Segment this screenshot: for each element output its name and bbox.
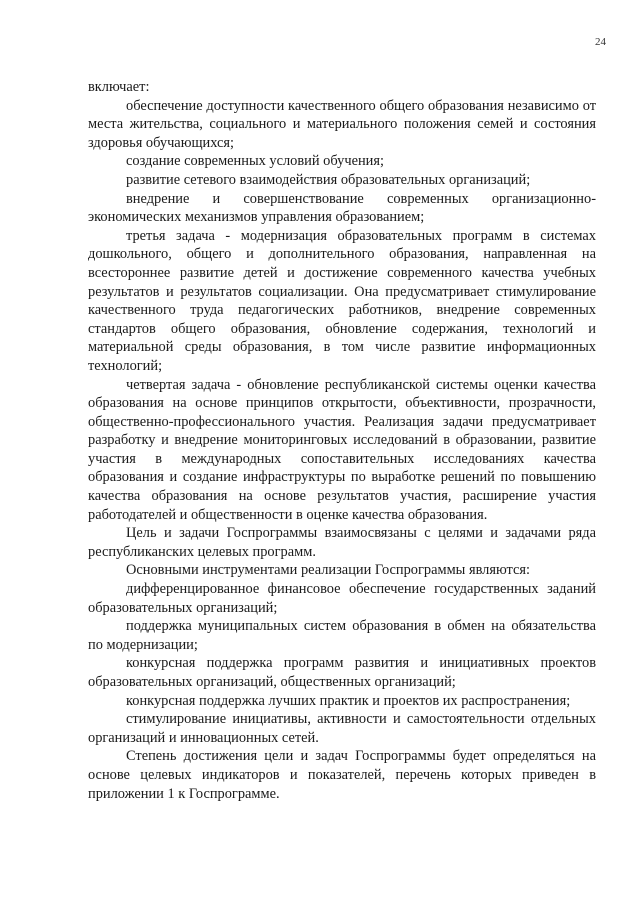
paragraph-list-item: развитие сетевого взаимодействия образовательных организаций; xyxy=(126,171,531,188)
paragraph-goals-linkage: Цель и задачи Госпрограммы взаимосвязаны с целями и задачами ряда республиканских целевых программ. xyxy=(88,525,596,560)
paragraph-list-item: внедрение и совершенствование современных организационно-экономических механизмов управления образованием; xyxy=(88,190,596,226)
document-body xyxy=(88,78,596,803)
paragraph-list-item: обеспечение доступности качественного общего образования независимо от места жительства, социального и материального положения семей и состояния здоровья обучающихся; xyxy=(88,97,596,151)
paragraph-list-item: создание современных условий обучения; xyxy=(126,153,384,170)
paragraph-list-item: дифференцированное финансовое обеспечение государственных заданий образовательных организаций; xyxy=(88,581,596,616)
paragraph-list-item: конкурсная поддержка программ развития и инициативных проектов образовательных организаций, общественных организаций; xyxy=(88,655,596,690)
paragraph-list-item: стимулирование инициативы, активности и самостоятельности отдельных организаций и инновационных сетей. xyxy=(88,711,596,746)
paragraph-list-item: конкурсная поддержка лучших практик и проектов их распространения; xyxy=(126,692,571,709)
paragraph-task-4: четвертая задача - обновление республиканской системы оценки качества образования на основе принципов открытости, объективности, прозрачности, общественно-профессионального участия. Реализация задачи предусматривает разработку и внедрение мониторинговых исследований в образовании, развитие участия в международных сопоставительных исследованиях качества образования и создание инфраструктуры по выработке решений по повышению качества образования на основе результатов участия, расширение участия работодателей и общественности в оценке качества образования. xyxy=(88,376,596,523)
page-number: 24 xyxy=(595,36,606,48)
paragraph-list-item: поддержка муниципальных систем образования в обмен на обязательства по модернизации; xyxy=(88,618,596,653)
paragraph-intro: включает: xyxy=(88,79,150,95)
paragraph-instruments-heading: Основными инструментами реализации Госпрограммы являются: xyxy=(126,562,530,579)
paragraph-task-3: третья задача - модернизация образовательных программ в системах дошкольного, общего и дополнительного образования, направленная на всестороннее развитие детей и достижение современного качества учебных результатов и результатов социализации. Она предусматривает стимулирование качественного труда педагогических работников, внедрение современных стандартов общего образования, обновление содержания, технологий и материальной среды образования, в том числе развитие информационных технологий; xyxy=(88,227,596,374)
paragraph-conclusion: Степень достижения цели и задач Госпрограммы будет определяться на основе целевых индикаторов и показателей, перечень которых приведен в приложении 1 к Госпрограмме. xyxy=(88,748,596,802)
